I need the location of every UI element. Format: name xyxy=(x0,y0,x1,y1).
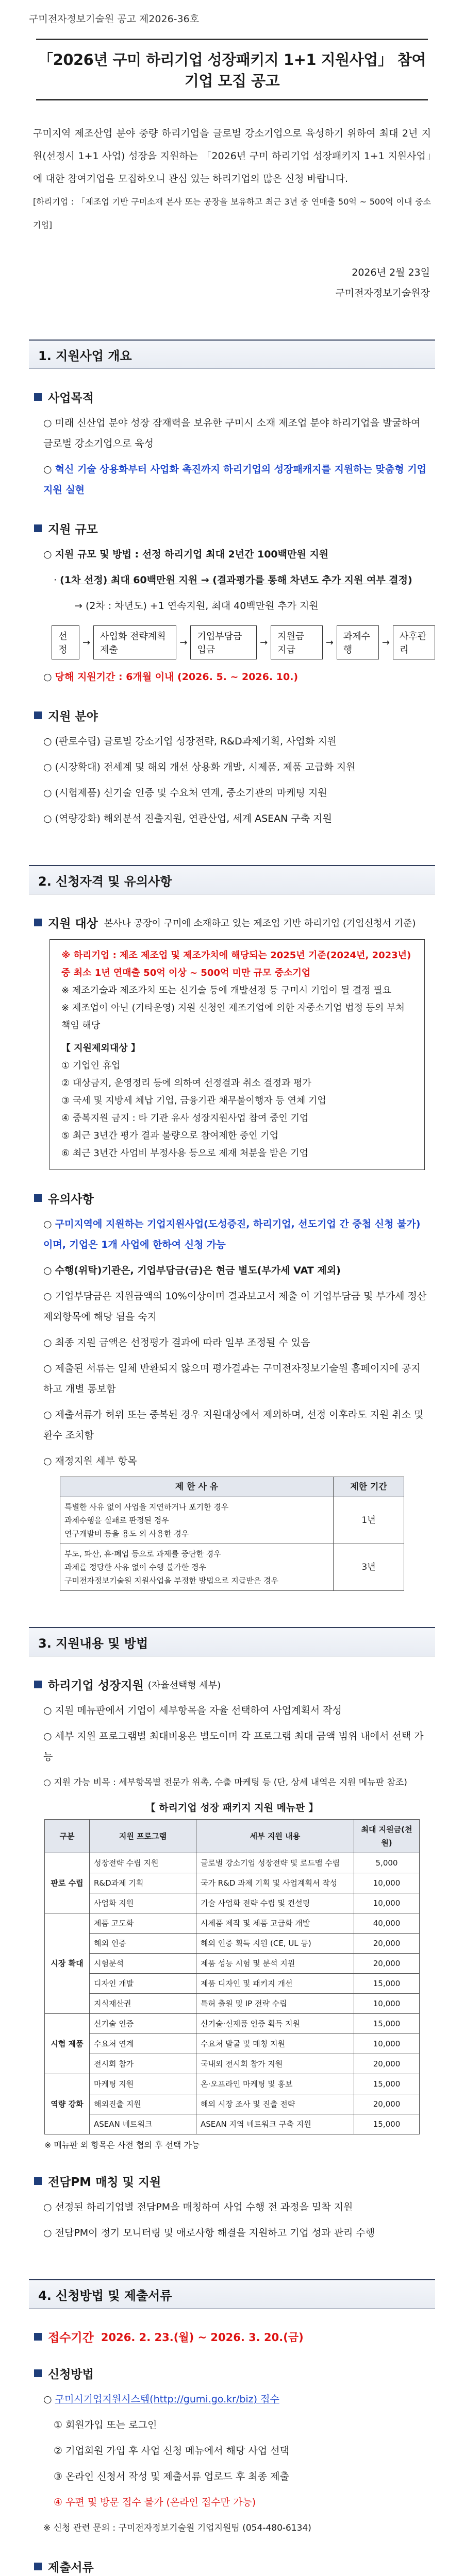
table-header: 제한 기간 xyxy=(334,1477,404,1497)
inquiry-note: ※ 신청 관련 문의 : 구미전자정보기술원 기업지원팀 (054-480-6134) xyxy=(43,2523,311,2533)
list-item: ⑥ 최근 3년간 사업비 부정사용 등으로 제재 처분을 받은 기업 xyxy=(61,1148,309,1159)
field-list xyxy=(43,731,428,829)
section-support xyxy=(29,1627,435,2243)
flow-step: 과제수행 xyxy=(337,625,379,659)
square-bullet-icon xyxy=(34,393,42,401)
list-item: ○ 세부 지원 프로그램별 최대비용은 별도이며 각 프로그램 최대 금액 범위 내에서 선택 가능 xyxy=(43,1731,424,1762)
table-header: 제 한 사 유 xyxy=(60,1477,334,1497)
table-cell: 40,000 xyxy=(354,1913,420,1934)
list-item: ⑤ 최근 3년간 평가 결과 불량으로 참여제한 중인 기업 xyxy=(61,1130,279,1141)
table-cell: 20,000 xyxy=(354,2094,420,2114)
table-cell: 5,000 xyxy=(354,1853,420,1873)
table-cell: 해외 시장 조사 및 진출 전략 xyxy=(196,2094,354,2114)
table-row xyxy=(45,1873,420,1893)
list-item: ② 대상금지, 운영정리 등에 의하여 선정결과 취소 결정과 평가 xyxy=(61,1078,311,1089)
list-item: ○ 구미지역에 지원하는 기업지원사업(도성증진, 하리기업, 선도기업 간 중첩 신청 불가)이며, 기업은 1개 사업에 한하여 신청 가능 xyxy=(43,1218,421,1250)
list-item: ○ 기업부담금은 지원금액의 10%이상이며 결과보고서 제출 이 기업부담금 및 부가세 정산제외항목에 해당 됨을 숙지 xyxy=(43,1291,427,1323)
signer: 구미전자정보기술원장 xyxy=(335,287,430,299)
subsection-heading: 신청방법 xyxy=(34,2365,435,2382)
table-cell: 제품 성능 시험 및 분석 지원 xyxy=(196,1954,354,1974)
table-row xyxy=(45,1893,420,1913)
subsection-heading: 접수기간 2026. 2. 23.(월) ~ 2026. 3. 20.(금) xyxy=(34,2328,435,2345)
notice-number: 구미전자정보기술원 공고 제2026-36호 xyxy=(29,13,200,25)
table-cell: 성장전략 수립 지원 xyxy=(90,1853,196,1873)
list-item: ○ 선정된 하리기업별 전담PM을 매칭하여 사업 수행 전 과정을 밀착 지원 xyxy=(43,2201,353,2213)
group-cell: 판로 수립 xyxy=(45,1853,90,1913)
table-cell: 20,000 xyxy=(354,1934,420,1954)
table-cell: 기술 사업화 전략 수립 및 컨설팅 xyxy=(196,1893,354,1913)
subsection-heading: 지원 규모 xyxy=(34,520,435,537)
scale-list xyxy=(43,544,428,616)
caution-list xyxy=(43,1214,428,1471)
table-row xyxy=(45,1853,420,1873)
list-item: ○ 혁신 기술 상용화부터 사업화 촉진까지 하리기업의 성장패캐지를 지원하는 맞춤형 기업지원 실현 xyxy=(43,464,426,496)
table-row xyxy=(45,1954,420,1974)
table-cell: 20,000 xyxy=(354,2054,420,2074)
list-item: ② 기업회원 가입 후 사업 신청 메뉴에서 해당 사업 선택 xyxy=(54,2445,289,2456)
section-title: 1. 지원사업 개요 xyxy=(29,340,435,369)
table-row xyxy=(45,2054,420,2074)
method-list xyxy=(43,2389,428,2538)
table-cell: 전시회 참가 xyxy=(90,2054,196,2074)
table-cell: 해외 인증 xyxy=(90,1934,196,1954)
table-row xyxy=(45,1913,420,1934)
table-cell: 10,000 xyxy=(354,1873,420,1893)
restriction-table xyxy=(60,1477,404,1591)
list-item: ○ 전담PM이 정기 모니터링 및 애로사항 해결을 지원하고 기업 성과 관리 수행 xyxy=(43,2227,375,2239)
date-signature xyxy=(29,262,430,303)
table-header: 세부 지원 내용 xyxy=(196,1820,354,1853)
subsection-heading: 하리기업 성장지원 (자율선택형 세부) xyxy=(34,1676,435,1693)
support-menu-table xyxy=(44,1819,420,2134)
table-cell: 15,000 xyxy=(354,2074,420,2094)
eligibility-box xyxy=(49,939,425,1170)
list-item: ④ 우편 및 방문 접수 불가 (온라인 접수만 가능) xyxy=(54,2497,256,2508)
table-cell: 10,000 xyxy=(354,1994,420,2014)
subsection-heading: 제출서류 xyxy=(34,2558,435,2575)
table-cell: 수요처 발굴 및 매칭 지원 xyxy=(196,2034,354,2054)
section-title: 3. 지원내용 및 방법 xyxy=(29,1627,435,1656)
square-bullet-icon xyxy=(34,919,42,926)
table-cell: 사업화 지원 xyxy=(90,1893,196,1913)
table-header: 최대 지원금(천원) xyxy=(354,1820,420,1853)
table-cell: 마케팅 지원 xyxy=(90,2074,196,2094)
table-cell: 20,000 xyxy=(354,1954,420,1974)
section-title: 2. 신청자격 및 유의사항 xyxy=(29,865,435,894)
table-row: 부도, 파산, 휴·폐업 등으로 과제를 중단한 경우 과제를 정당한 사유 없이 수행 불가한 경우 구미전자정보기술원 지원사업을 부정한 방법으로 지급받은 경우 3년 xyxy=(60,1544,404,1591)
table-cell: 시제품 제작 및 제품 고급화 개발 xyxy=(196,1913,354,1934)
table-cell: 15,000 xyxy=(354,2014,420,2034)
list-item: ○ 미래 신산업 분야 성장 잠재력을 보유한 구미시 소재 제조업 분야 하리기업을 발굴하여 글로벌 강소기업으로 육성 xyxy=(43,417,421,449)
table-cell: 온·오프라인 마케팅 및 홍보 xyxy=(196,2074,354,2094)
list-item: → (2차 : 차년도) +1 연속지원, 최대 40백만원 추가 지원 xyxy=(74,600,319,612)
table-row xyxy=(45,2034,420,2054)
table-row xyxy=(45,2114,420,2134)
list-item: ※ 제조기술과 제조가치 또는 신기술 등에 개발선정 등 구미시 기업이 될 결정 필요 xyxy=(61,985,392,996)
table-header: 지원 프로그램 xyxy=(90,1820,196,1853)
list-item: ③ 국세 및 지방세 체납 기업, 금융기관 채무불이행자 등 연체 기업 xyxy=(61,1095,326,1106)
grow-list xyxy=(43,1700,428,1793)
flow-step: 기업부담금 입금 xyxy=(190,625,257,659)
subsection-heading: 유의사항 xyxy=(34,1190,435,1207)
table-cell: 디자인 개발 xyxy=(90,1974,196,1994)
table-row xyxy=(45,1994,420,2014)
restrict-heading: 【 지원제외대상 】 xyxy=(61,1043,140,1054)
subsection-heading: 전담PM 매칭 및 지원 xyxy=(34,2173,435,2190)
notice-date: 2026년 2월 23일 xyxy=(352,267,430,278)
list-item: ○ (시장확대) 전세계 및 해외 개선 상용화 개발, 시제품, 제품 고급화 지원 xyxy=(43,761,356,773)
list-item: ④ 중복지원 금지 : 타 기관 유사 성장지원사업 참여 중인 기업 xyxy=(61,1113,309,1124)
subsection-heading: 사업목적 xyxy=(34,388,435,405)
lead-paragraph xyxy=(33,122,431,236)
lead-note: [하리기업 : 「제조업 기반 구미소재 본사 또는 공장을 보유하고 최근 3년 중 연매출 50억 ~ 500억 이내 중소기업] xyxy=(33,197,431,230)
process-flow: 선정 → 사업화 전략계획 제출 → 기업부담금 입금 → 지원금 지급 → 과제수행 → 사후관리 xyxy=(52,625,435,659)
list-item: ○ 제출서류가 허위 또는 중복된 경우 지원대상에서 제외하며, 선정 이후라도 지원 취소 및 환수 조치함 xyxy=(43,1409,424,1441)
square-bullet-icon xyxy=(34,2177,42,2185)
list-item: ③ 온라인 신청서 작성 및 제출서류 업로드 후 최종 제출 xyxy=(54,2471,289,2482)
table-cell: 신기술·신제품 인증 획득 지원 xyxy=(196,2014,354,2034)
menu-note: ※ 메뉴판 외 항목은 사전 협의 후 선택 가능 xyxy=(44,2140,200,2150)
list-item: ○ 수행(위탁)기관은, 기업부담금(금)은 현금 별도(부가세 VAT 제외) xyxy=(43,1265,341,1276)
table-row xyxy=(45,2094,420,2114)
flow-step: 선정 xyxy=(52,625,79,659)
list-item: ① 기업인 휴업 xyxy=(61,1060,121,1071)
table-cell: 국가 R&D 과제 기획 및 사업계획서 작성 xyxy=(196,1873,354,1893)
section-title: 4. 신청방법 및 제출서류 xyxy=(29,2279,435,2309)
subsection-heading: 지원 분야 xyxy=(34,707,435,724)
table-cell: R&D과제 기획 xyxy=(90,1873,196,1893)
table-row: 특별한 사유 없이 사업을 지연하거나 포기한 경우 과제수행을 실패로 판정된 경우 연구개발비 등을 용도 외 사용한 경우 1년 xyxy=(60,1497,404,1544)
table-cell: 해외 인증 획득 지원 (CE, UL 등) xyxy=(196,1934,354,1954)
list-item: ① 회원가입 또는 로그인 xyxy=(54,2419,157,2431)
list-item: ○ 제출된 서류는 일체 반환되지 않으며 평가결과는 구미전자정보기술원 홈페이지에 공지하고 개별 통보함 xyxy=(43,1363,421,1395)
list-item: ○ (시험제품) 신기술 인증 및 수요처 연계, 중소기관의 마케팅 지원 xyxy=(43,787,327,799)
table-cell: ASEAN 지역 네트워크 구축 지원 xyxy=(196,2114,354,2134)
list-item: ○ 지원 가능 비목 : 세부항목별 전문가 위촉, 수출 마케팅 등 (단, 상세 내역은 지원 메뉴판 참조) xyxy=(43,1777,407,1788)
square-bullet-icon xyxy=(34,711,42,719)
group-cell: 역량 강화 xyxy=(45,2074,90,2134)
group-cell: 시험 제품 xyxy=(45,2014,90,2074)
table-cell: 15,000 xyxy=(354,2114,420,2134)
list-item: ○ (판로수립) 글로벌 강소기업 성장전략, R&D과제기획, 사업화 지원 xyxy=(43,736,337,747)
list-item: ○ 지원 규모 및 방법 : 선정 하리기업 최대 2년간 100백만원 지원 xyxy=(43,549,329,560)
list-item: ○ 구미시기업지원시스템(http://gumi.go.kr/biz) 접수 xyxy=(43,2394,279,2405)
table-cell: 제품 고도화 xyxy=(90,1913,196,1934)
table-row xyxy=(45,2014,420,2034)
list-item: ○ 지원 메뉴판에서 기업이 세부항목을 자율 선택하여 사업계획서 작성 xyxy=(43,1705,342,1716)
lead-text: 구미지역 제조산업 분야 중량 하리기업을 글로벌 강소기업으로 육성하기 위하여 최대 2년 지원(선정시 1+1 사업) 성장을 지원하는 「2026년 구미 하리기업 성장패키지 1+1 지원사업」에 대한 참여기업을 모집하오니 관심 있는 하리기업의 많은 신청 바랍니다. xyxy=(33,128,431,184)
table-cell: 글로벌 강소기업 성장전략 및 로드맵 수립 xyxy=(196,1853,354,1873)
flow-step: 사업화 전략계획 제출 xyxy=(93,625,176,659)
list-item: ○ (역량강화) 해외분석 진출지원, 연관산업, 세계 ASEAN 구축 지원 xyxy=(43,813,332,824)
square-bullet-icon xyxy=(34,2333,42,2341)
list-item: · (1차 선정) 최대 60백만원 지원 → (결과평가를 통해 차년도 추가 지원 여부 결정) xyxy=(54,574,412,586)
section-eligibility xyxy=(29,865,435,1591)
table-cell: 시험분석 xyxy=(90,1954,196,1974)
table-cell: 특허 출원 및 IP 전략 수립 xyxy=(196,1994,354,2014)
list-item: ○ 재정지원 세부 항목 xyxy=(43,1455,137,1467)
table-cell: 지식재산권 xyxy=(90,1994,196,2014)
table-header: 구분 xyxy=(45,1820,90,1853)
square-bullet-icon xyxy=(34,1194,42,1202)
square-bullet-icon xyxy=(34,2369,42,2377)
table-cell: 15,000 xyxy=(354,1974,420,1994)
menu-title: 【 하리기업 성장 패키지 지원 메뉴판 】 xyxy=(145,1802,319,1814)
square-bullet-icon xyxy=(34,1681,42,1688)
table-row xyxy=(45,2074,420,2094)
period-line: ○ 당해 지원기간 : 6개월 이내 (2026. 5. ~ 2026. 10.) xyxy=(43,671,299,683)
table-cell: 수요처 연계 xyxy=(90,2034,196,2054)
dedicated-list xyxy=(43,2197,428,2243)
list-item: ※ 제조업이 아닌 (기타운영) 지원 신청인 제조기업에 의한 자중소기업 법정 등의 부처 책임 해당 xyxy=(61,1003,405,1031)
table-cell: 신기술 인증 xyxy=(90,2014,196,2034)
table-cell: 국내외 전시회 참가 지원 xyxy=(196,2054,354,2074)
flow-step: 지원금 지급 xyxy=(271,625,323,659)
table-cell: 10,000 xyxy=(354,1893,420,1913)
group-cell: 시장 확대 xyxy=(45,1913,90,2014)
notice-title: 「2026년 구미 하리기업 성장패키지 1+1 지원사업」 참여기업 모집 공고 xyxy=(36,39,428,100)
section-overview xyxy=(29,340,435,829)
table-row xyxy=(45,1974,420,1994)
table-cell: 10,000 xyxy=(354,2034,420,2054)
section-apply xyxy=(29,2279,435,2576)
square-bullet-icon xyxy=(34,2563,42,2570)
purpose-list xyxy=(43,413,428,500)
table-cell: 해외진출 지원 xyxy=(90,2094,196,2114)
table-row xyxy=(45,1934,420,1954)
flow-step: 사후관리 xyxy=(393,625,435,659)
square-bullet-icon xyxy=(34,524,42,532)
table-cell: 제품 디자인 및 패키지 개선 xyxy=(196,1974,354,1994)
subsection-heading: 지원 대상 본사나 공장이 구미에 소재하고 있는 제조업 기반 하리기업 (기업신청서 기준) xyxy=(34,914,435,931)
list-item: ○ 최종 지원 금액은 선정평가 결과에 따라 일부 조정될 수 있음 xyxy=(43,1337,310,1348)
list-item: ※ 하리기업 : 제조 제조업 및 제조가치에 해당되는 2025년 기준(2024년, 2023년) 중 최소 1년 연매출 50억 이상 ~ 500억 미만 규모 중소기업 xyxy=(61,950,411,978)
table-cell: ASEAN 네트워크 xyxy=(90,2114,196,2134)
